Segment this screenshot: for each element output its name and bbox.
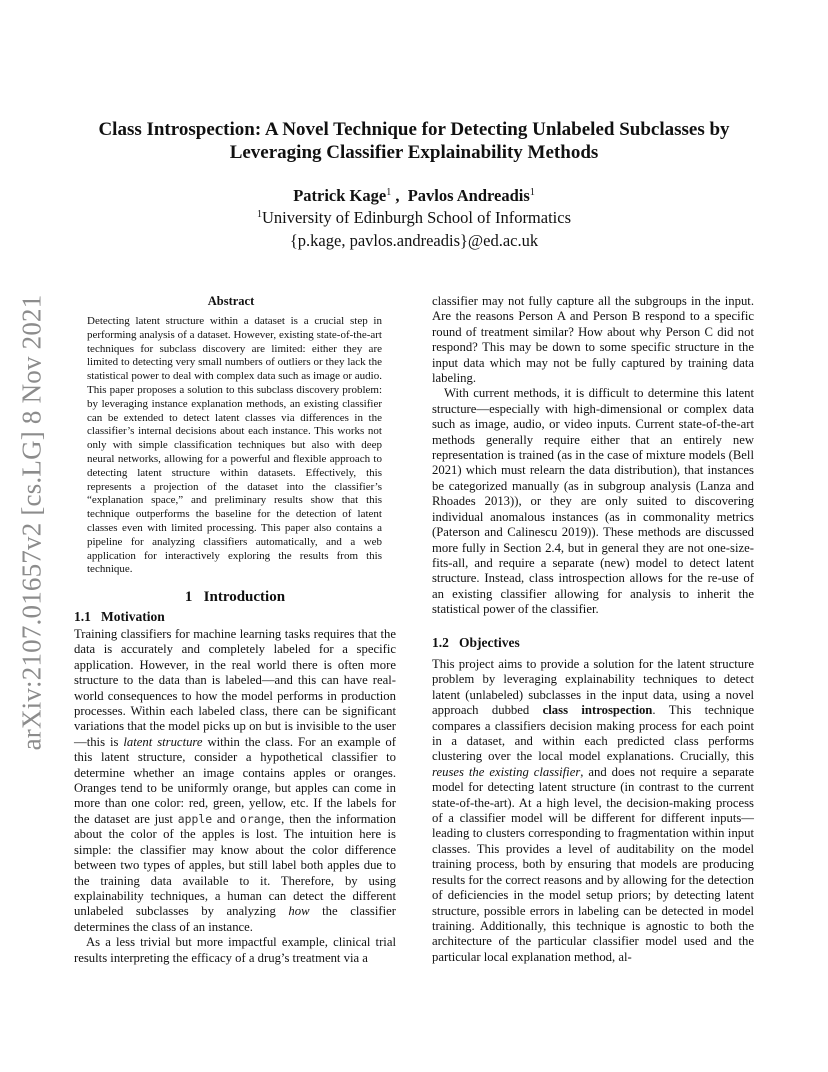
subsection-heading-objectives — [432, 635, 520, 651]
code-literal: apple — [177, 811, 213, 826]
text-run: . This technique compares a classifiers decision making process for each point in a dataset, and within each predicted class performs clustering over the local model explanations. Crucially, this — [432, 703, 754, 764]
subsection-number: 1.1 — [74, 609, 91, 624]
author-affiliation-mark: 1 — [386, 187, 392, 198]
emphasis: reuses the existing classifier — [432, 764, 581, 779]
text-run: This project aims to provide a solution for the latent structure problem by leveraging explainability techniques to detect latent (unlabeled) subclasses in the input data, using a novel approach dubbed — [432, 657, 754, 718]
text-run: , and does not require a separate model for detecting latent structure (in contrast to the current state-of-the-art). At a high level, the decision-making process of a classifier model will be different for different inputs—leading to clusters corresponding to fragmentation within input classes. This provides a level of auditability on the model training process, both by ensuring that models are producing results for the correct reasons and by allowing for the detection of deficiencies in the model setup priors; by detecting latent structure, possible errors in labeling can be detected in model training. Additionally, this technique is agnostic to both the architecture of the particular classifier model used and the particular local explanation method, al- — [432, 764, 754, 964]
author-email: {p.kage, pavlos.andreadis}@ed.ac.uk — [289, 231, 539, 250]
paragraph: With current methods, it is difficult to determine this latent structure—especially with high-dimensional or complex data such as image, audio, or video inputs. Current state-of-the-art methods generally require either that an entirely new representation is trained (as in the case of mixture models (Bell 2021) which must relearn the data distribution), that instances be categorized manually (as in subgroup analysis (Lanza and Rhoades 2013)), or they are only suited to discovering individual anomalous instances (as in commonality metrics (Paterson and Calinescu 2019)). These methods are discussed more fully in Section 2.4, but in general they are not one-size-fits-all, and require a separate (new) model to detect latent structure. Instead, class introspection allows for the re-use of an existing classifier allowing for analysis to inherit the statistical power of the classifier. — [432, 386, 754, 617]
paragraph — [432, 657, 754, 965]
emphasis: how — [288, 904, 310, 919]
subsection-title: Objectives — [459, 635, 520, 650]
arxiv-sidebar-stamp — [6, 287, 58, 757]
left-column-body — [74, 627, 396, 966]
subsection-number: 1.2 — [432, 635, 449, 650]
author-name: Pavlos Andreadis — [407, 186, 530, 205]
paragraph: classifier may not fully capture all the subgroups in the input. Are the reasons Person A and Person B respond to a specific round of treatment similar? How about why Person C did not respond? This may be down to some specific structure in the input data which may not be fully captured by training data labeling. — [432, 294, 754, 386]
author-name: Patrick Kage — [293, 186, 387, 205]
emphasis: latent structure — [123, 734, 203, 749]
author-separator: , — [391, 186, 408, 205]
section-number: 1 — [184, 589, 193, 605]
affiliation-mark: 1 — [256, 209, 262, 220]
text-run: , then the information about the color of the apples is lost. The intuition here is simple: the classifier may know about the color difference between two types of apples, but still label both apples due to the training data available to it. Therefore, by using explainability techniques, a human can detect the different unlabeled subclasses by analyzing — [74, 811, 397, 919]
text-run: within the class. For an example of this latent structure, consider a hypothetical classifier to determine whether an image contains apples or oranges. Oranges tend to be uniformly orange, but apples can come in more than one color: red, green, yellow, etc. If the labels for the dataset are just — [74, 734, 396, 826]
arxiv-identifier: arXiv:2107.01657v2 [cs.LG] 8 Nov 2021 — [16, 294, 47, 750]
affiliation — [60, 208, 768, 228]
section-heading-introduction — [74, 589, 396, 606]
affiliation-text: University of Edinburgh School of Informatics — [261, 208, 572, 227]
objectives-body — [432, 657, 754, 965]
abstract-heading: Abstract — [207, 294, 255, 308]
author-list — [60, 186, 768, 206]
author-affiliation-mark: 1 — [529, 187, 535, 198]
right-column-body — [432, 294, 754, 618]
text-run: Training classifiers for machine learning tasks requires that the data is accurately and completely labeled for a specific application. However, in the real world there is often more structure to the data than is labeled—and this can have real-world consequences to how the model performs in production processes. Within each labeled class, there can be significant variations that the model picks up on but is invisible to the user—this is — [74, 627, 396, 749]
paragraph: As a less trivial but more impactful example, clinical trial results interpreting the efficacy of a drug’s treatment via a — [74, 935, 396, 965]
section-title: Introduction — [203, 589, 286, 605]
subsection-title: Motivation — [101, 609, 165, 624]
paper-title: Class Introspection: A Novel Technique for Detecting Unlabeled Subclasses by Leveraging Classifier Explainability Methods — [98, 119, 730, 163]
text-run: the classifier determines the class of an instance. — [74, 904, 396, 934]
code-literal: orange — [240, 811, 282, 826]
abstract-text: Detecting latent structure within a dataset is a crucial step in performing analysis of a dataset. However, existing state-of-the-art techniques for subclass discovery are limited: either they are limited to detecting very small numbers of outliers or they lack the statistical power to deal with complex data such as image or audio. This paper proposes a solution to this subclass discovery problem: by leveraging instance explanation methods, an existing classifier can be extended to detect latent classes via differences in the classifier’s internal decisions about each instance. This works not only with simple classification techniques but also with deep neural networks, allowing for a powerful and flexible approach to detecting latent structure within datasets. Effectively, this represents a projection of the dataset into the classifier’s “explanation space,” and preliminary results show that this technique outperforms the baseline for the detection of latent classes even with limited processing. This paper also contains a pipeline for analyzing classifiers automatically, and a web application for interactively exploring the results from this technique. — [87, 315, 382, 576]
paragraph — [74, 627, 396, 935]
subsection-heading-motivation — [74, 609, 165, 625]
text-run: and — [212, 811, 241, 826]
bold-term: class introspection — [542, 703, 653, 718]
